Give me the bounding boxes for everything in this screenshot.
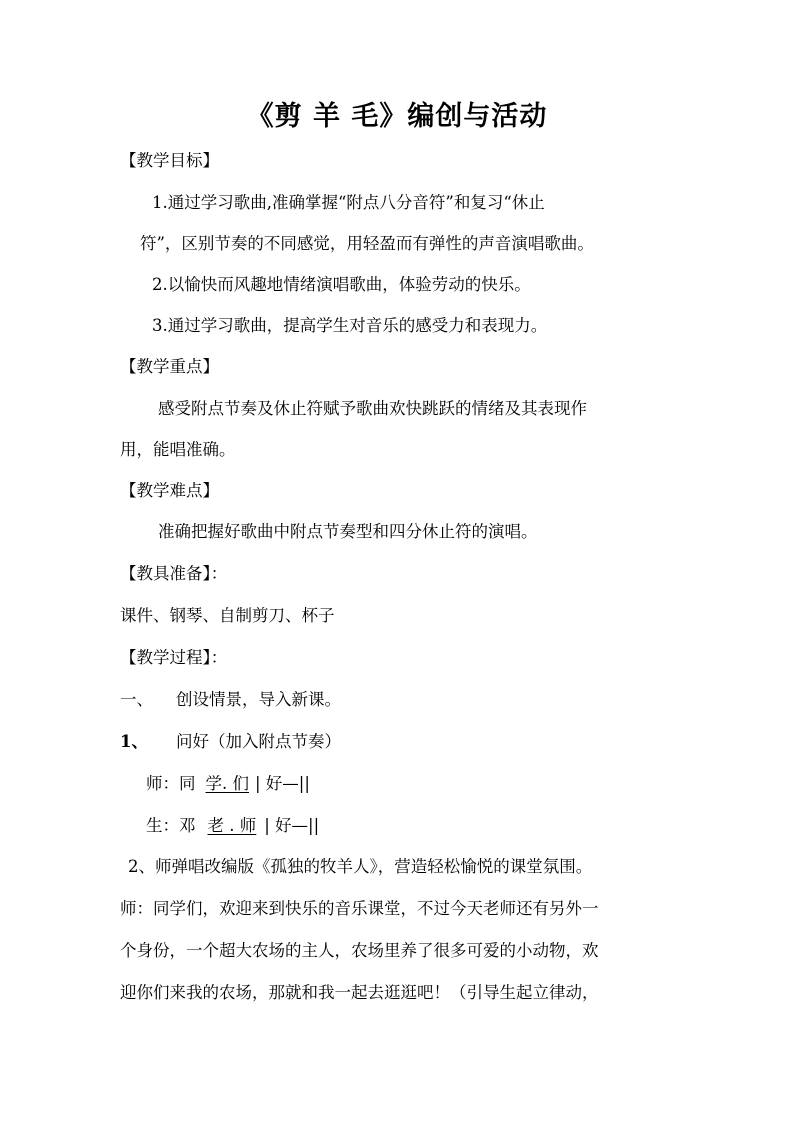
process-paragraph-line-3: 迎你们来我的农场，那就和我一起去逛逛吧！（引导生起立律动， bbox=[120, 983, 599, 1002]
materials-line-1: 课件、钢琴、自制剪刀、杯子 bbox=[120, 606, 335, 625]
goal-item-1-line-2: 符”，区别节奏的不同感觉，用轻盈而有弹性的声音演唱歌曲。 bbox=[140, 234, 594, 253]
difficulties-line-1: 准确把握好歌曲中附点节奏型和四分休止符的演唱。 bbox=[158, 522, 538, 541]
goal-item-2: 2.以愉快而风趣地情绪演唱歌曲，体验劳动的快乐。 bbox=[152, 275, 531, 294]
process-paragraph-line-1: 师：同学们，欢迎来到快乐的音乐课堂，不过今天老师还有另外一 bbox=[120, 899, 599, 918]
teacher-rhythm-end: | 好—|| bbox=[255, 774, 310, 793]
process-sub-1-number: 1、 bbox=[120, 732, 148, 751]
student-rhythm: 老 . 师 bbox=[207, 816, 257, 835]
key-points-line-2: 用，能唱准确。 bbox=[120, 440, 236, 459]
goal-item-1-line-1: 1.通过学习歌曲,准确掌握“附点八分音符”和复习“休止 bbox=[152, 193, 545, 212]
process-sub-1-text: 问好（加入附点节奏） bbox=[176, 732, 341, 751]
document-title: 《剪 羊 毛》编创与活动 bbox=[246, 101, 548, 132]
student-rhythm-end: | 好—|| bbox=[264, 816, 320, 835]
materials-heading: 【教具准备】： bbox=[120, 564, 228, 583]
process-paragraph-line-2: 个身份，一个超大农场的主人，农场里养了很多可爱的小动物，欢 bbox=[120, 941, 599, 960]
teacher-label: 师：同 bbox=[146, 774, 196, 793]
key-points-heading: 【教学重点】 bbox=[120, 357, 219, 376]
student-label: 生：邓 bbox=[146, 816, 196, 835]
teacher-rhythm: 学. 们 bbox=[205, 774, 249, 793]
process-heading: 【教学过程】： bbox=[120, 648, 228, 667]
process-sub-2: 2、师弹唱改编版《孤独的牧羊人》，营造轻松愉悦的课堂氛围。 bbox=[128, 857, 593, 876]
goals-heading: 【教学目标】 bbox=[120, 151, 219, 170]
difficulties-heading: 【教学难点】 bbox=[120, 481, 219, 500]
teacher-rhythm-line bbox=[146, 773, 310, 795]
process-step-1-number: 一、 bbox=[120, 690, 153, 709]
process-step-1-text: 创设情景，导入新课。 bbox=[176, 690, 341, 709]
student-rhythm-line bbox=[146, 815, 319, 837]
key-points-line-1: 感受附点节奏及休止符赋予歌曲欢快跳跃的情绪及其表现作 bbox=[158, 399, 587, 418]
goal-item-3: 3.通过学习歌曲，提高学生对音乐的感受力和表现力。 bbox=[152, 316, 548, 335]
